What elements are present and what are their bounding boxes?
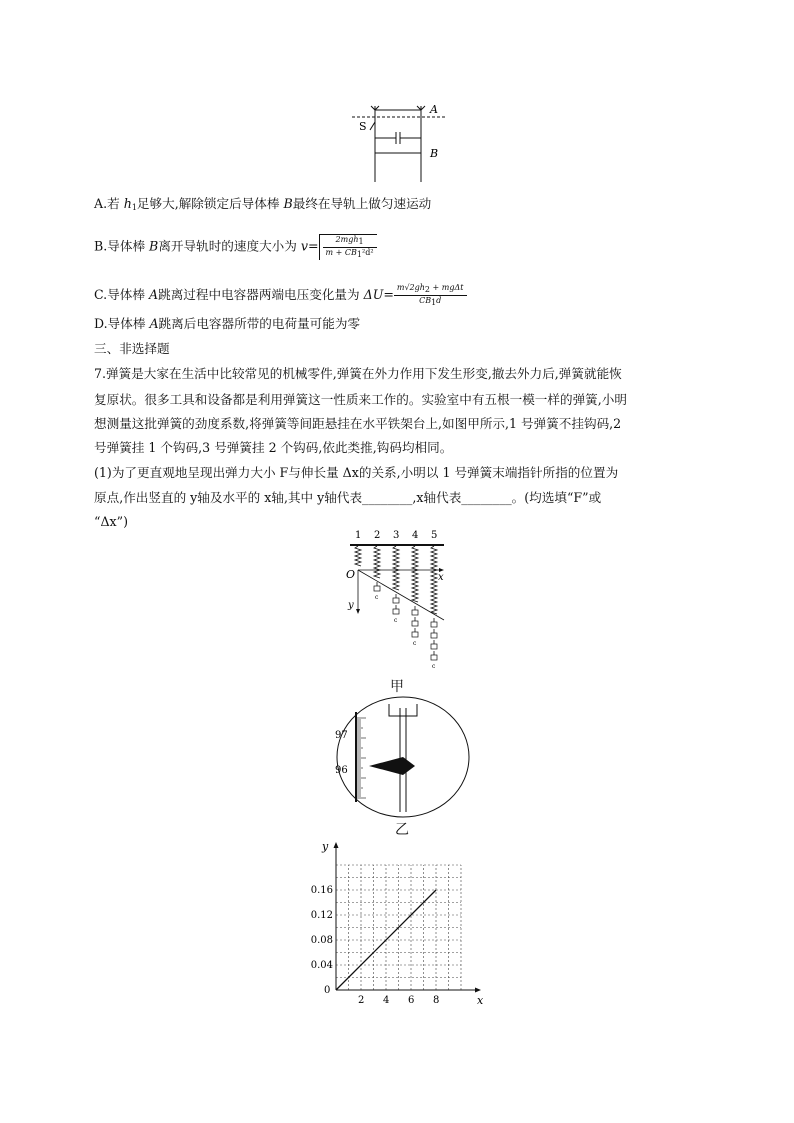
x-tick-label: 2 (358, 995, 365, 1006)
spring-number: 3 (393, 530, 400, 541)
hook-weight (412, 632, 418, 637)
y-arrow (356, 609, 360, 614)
figure-caption-jia: 甲 (390, 679, 404, 695)
hook-label: c (394, 617, 398, 624)
option-a: A.若 $h_1$足够大,解除锁定后导体棒 B最终在导轨上做匀速运动 (94, 196, 432, 212)
circuit-figure (350, 100, 460, 185)
y-axis-label: y (348, 600, 354, 611)
switch-s (370, 122, 375, 130)
spring-number: 1 (355, 530, 362, 541)
hook-weight (431, 644, 437, 649)
spring-number: 4 (412, 530, 419, 541)
x-axis-label: x (477, 994, 484, 1007)
spring-figure (340, 524, 460, 676)
question-line-2: 复原状。很多工具和设备都是利用弹簧这一性质来工作的。实验室中有五根一模一样的弹簧,小明 (94, 392, 627, 407)
svg-text:A: A (430, 103, 438, 116)
scale-edge (355, 712, 357, 802)
section-title: 三、非选择题 (94, 341, 170, 356)
pointer-line (358, 570, 444, 620)
origin-label: 0 (324, 985, 331, 996)
spring-number: 5 (431, 530, 438, 541)
yx-chart (306, 836, 486, 1010)
question-line-7: “Δx”) (94, 514, 128, 529)
origin-label: O (346, 568, 356, 581)
question-line-3: 想测量这批弹簧的劲度系数,将弹簧等间距悬挂在水平铁架台上,如图甲所示,1 号弹簧不挂钩码,2 (94, 416, 622, 431)
hook-weight (412, 610, 418, 615)
scale-label-97: 97 (335, 730, 348, 741)
question-line-4: 号弹簧挂 1 个钩码,3 号弹簧挂 2 个钩码,依此类推,钩码均相同。 (94, 440, 453, 455)
y-axis-label: y (322, 840, 329, 853)
option-b: B.导体棒 B离开导轨时的速度大小为 v= $\frac{\text{2mgh1}}{\text{m + CB1²d²}}$ (94, 234, 377, 260)
question-line-5: (1)为了更直观地呈现出弹力大小 F与伸长量 Δx的关系,小明以 1 号弹簧末端指针所指的位置为 (94, 465, 619, 480)
y-arrow (334, 842, 339, 848)
question-line-1: 7.弹簧是大家在生活中比较常见的机械零件,弹簧在外力作用下发生形变,撤去外力后,弹簧就能恢 (94, 366, 622, 381)
hook-weight (374, 586, 380, 591)
x-tick-label: 6 (408, 995, 415, 1006)
option-c: C.导体棒 A跳离过程中电容器两端电压变化量为 ΔU= $\frac{\text{m√2gh2 + mgΔt}}{CB1d}$ (94, 283, 467, 308)
question-line-6: 原点,作出竖直的 y轴及水平的 x轴,其中 y轴代表________,x轴代表________。(均选填“F”或 (94, 490, 602, 505)
svg-text:S: S (359, 120, 367, 133)
x-axis-label: x (438, 572, 444, 583)
scale-figure (333, 694, 473, 820)
x-arrow (475, 988, 481, 993)
hook-weight (431, 622, 437, 627)
hook-weight (431, 633, 437, 638)
spring-number: 2 (374, 530, 381, 541)
y-tick-label: 0.04 (310, 960, 333, 971)
spring (393, 546, 399, 590)
y-tick-label: 0.16 (310, 885, 333, 896)
y-tick-label: 0.12 (310, 910, 333, 921)
spring (355, 546, 361, 566)
spring (374, 546, 380, 578)
scale-label-96: 96 (335, 765, 348, 776)
figure-caption-yi: 乙 (395, 822, 409, 838)
x-tick-label: 8 (433, 995, 440, 1006)
hook-label: c (375, 594, 379, 601)
hook-label: c (413, 640, 417, 647)
hook-weight (393, 609, 399, 614)
hook-weight (393, 598, 399, 603)
hook-weight (412, 621, 418, 626)
x-tick-label: 4 (383, 995, 390, 1006)
svg-text:B: B (430, 147, 439, 160)
y-tick-label: 0.08 (310, 935, 333, 946)
hook-label: c (432, 663, 436, 670)
spring (412, 546, 418, 602)
option-d: D.导体棒 A跳离后电容器所带的电荷量可能为零 (94, 316, 361, 331)
hook-weight (431, 655, 437, 660)
spring (431, 546, 437, 614)
